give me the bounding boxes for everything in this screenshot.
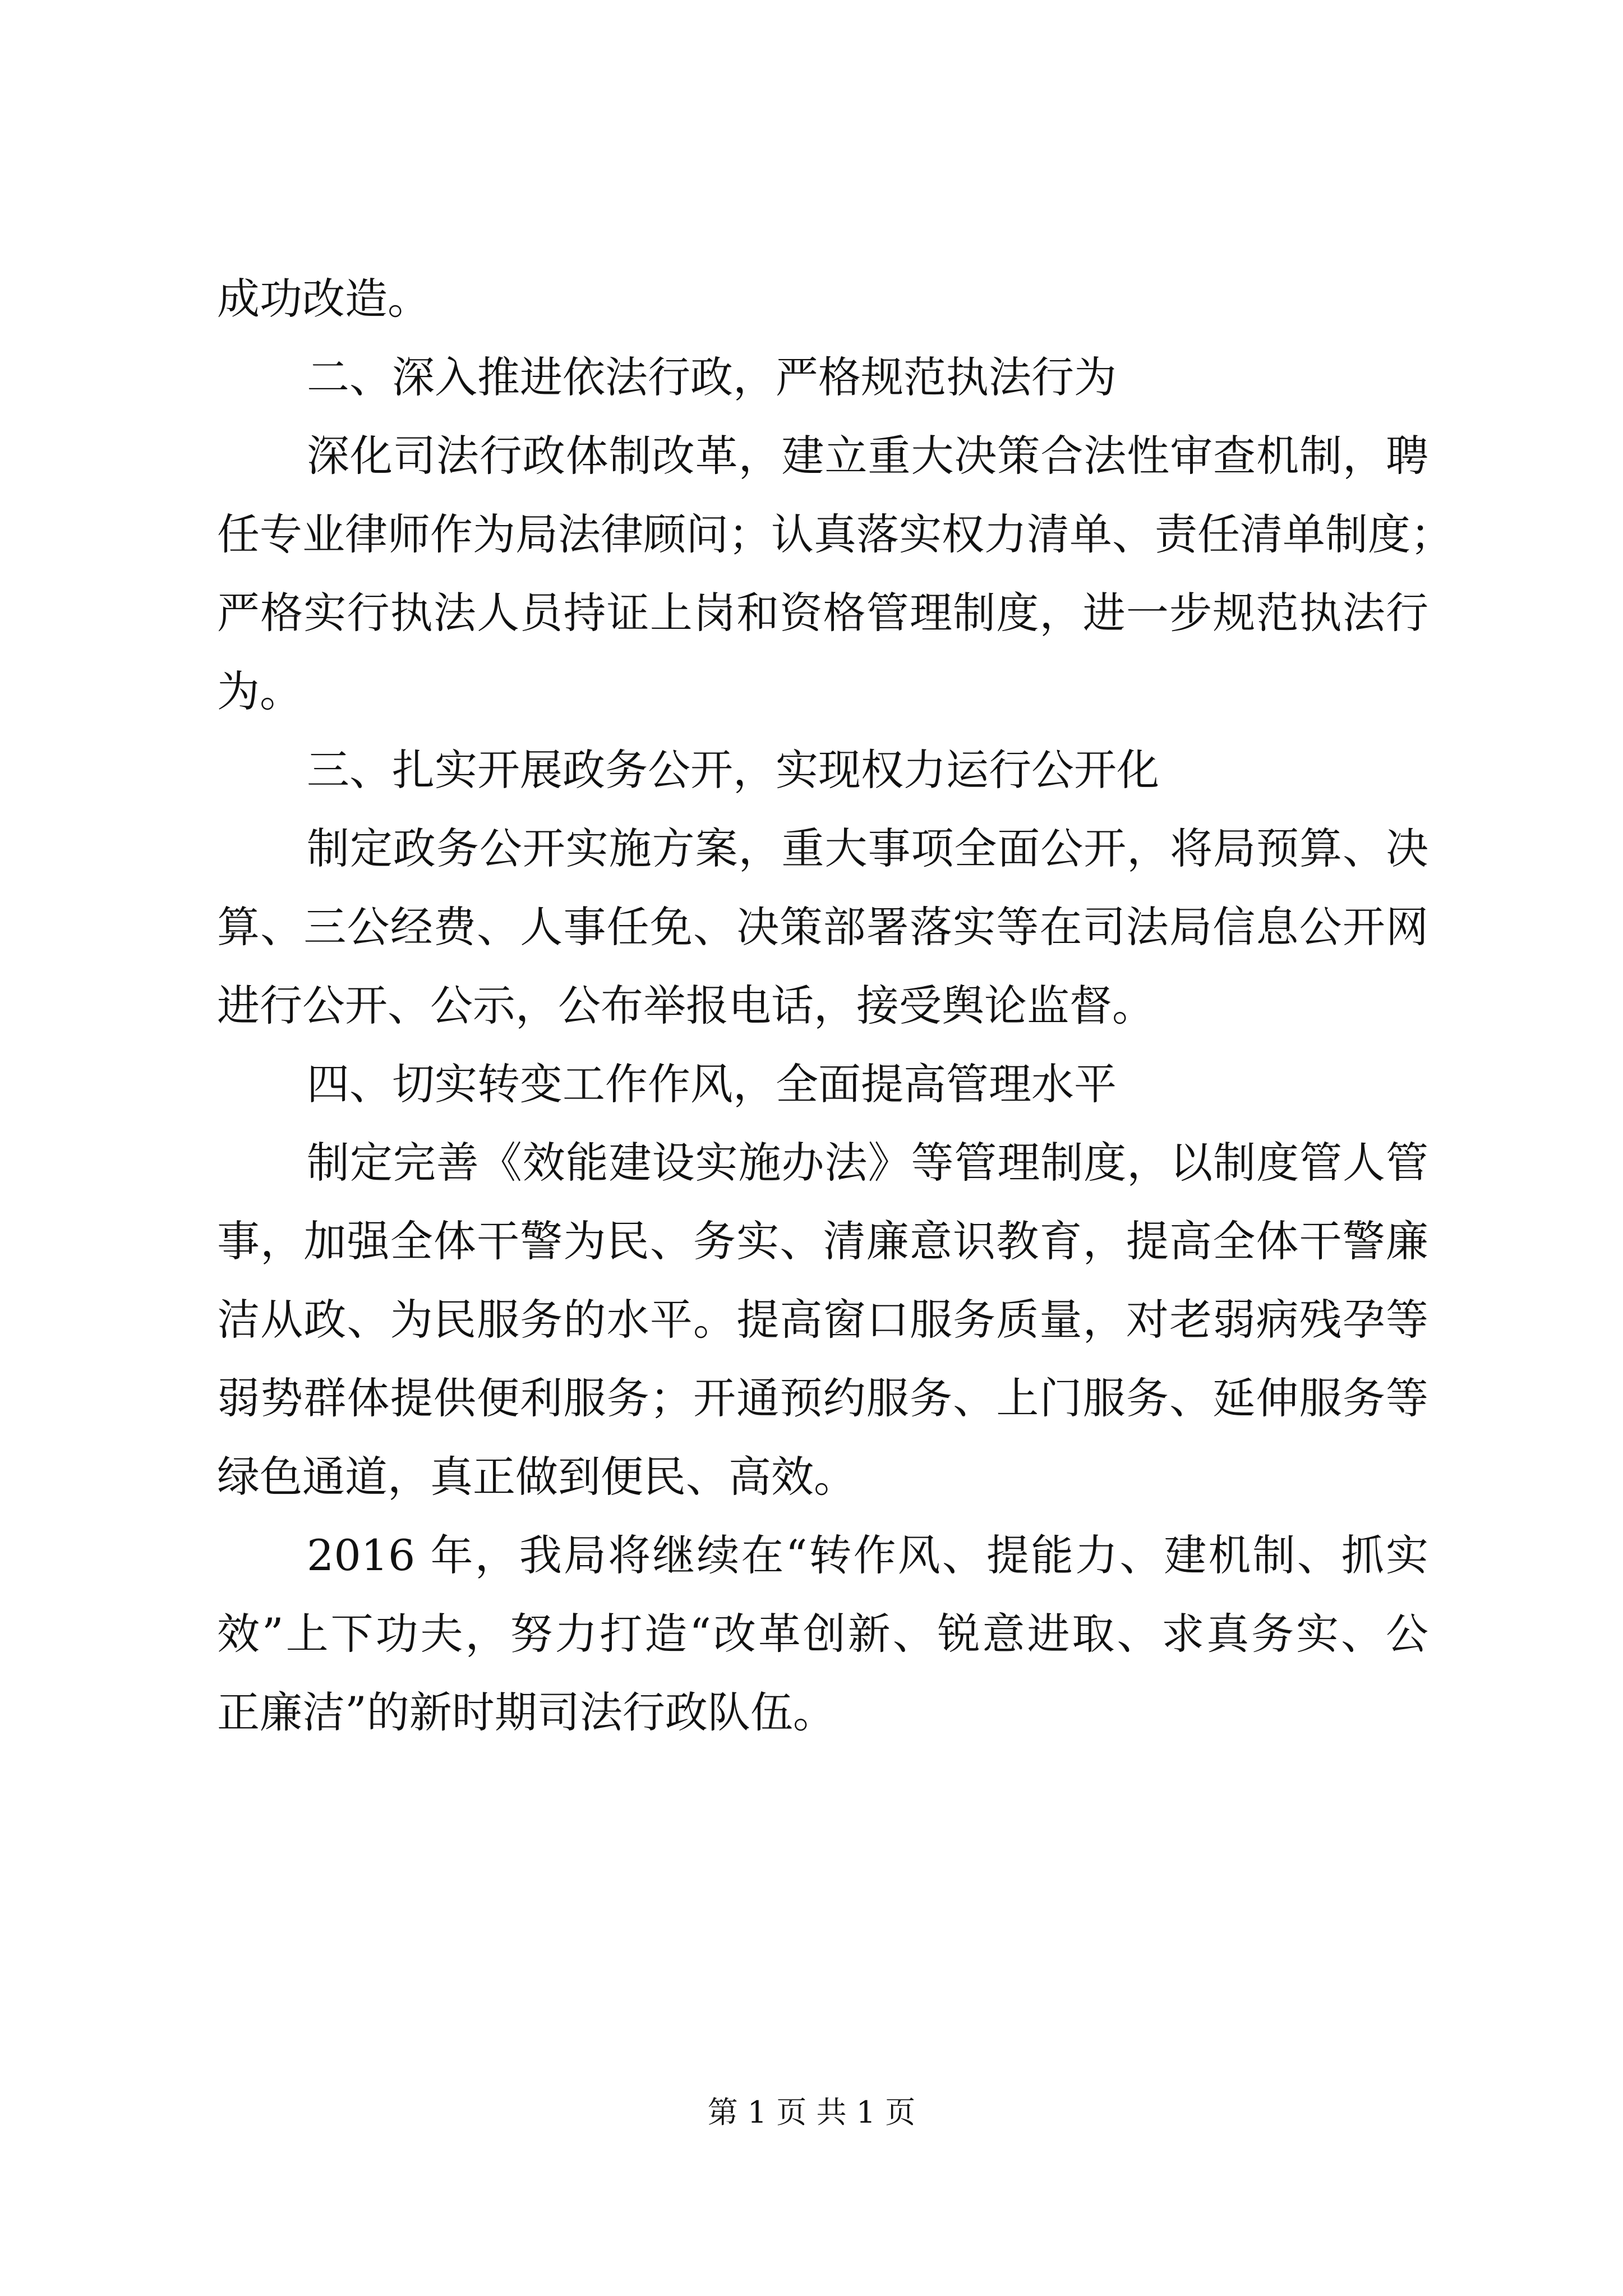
paragraph-line-6: 为。 xyxy=(217,666,302,716)
paragraph-line-8: 制定政务公开实施方案，重大事项全面公开，将局预算、决 xyxy=(307,823,1428,873)
paragraph-line-4: 任专业律师作为局法律顾问；认真落实权力清单、责任清单制度； xyxy=(217,509,1453,559)
section-heading-2: 二、深入推进依法行政，严格规范执法行为 xyxy=(307,352,1117,402)
paragraph-line-19: 正廉洁”的新时期司法行政队伍。 xyxy=(217,1687,836,1737)
paragraph-line-10: 进行公开、公示，公布举报电话，接受舆论监督。 xyxy=(217,981,1155,1030)
section-heading-4: 四、切实转变工作作风，全面提高管理水平 xyxy=(307,1059,1117,1109)
paragraph-line-12: 制定完善《效能建设实施办法》等管理制度，以制度管人管 xyxy=(307,1138,1428,1188)
paragraph-line-15: 弱势群体提供便利服务；开通预约服务、上门服务、延伸服务等 xyxy=(217,1373,1428,1423)
section-heading-3: 三、扎实开展政务公开，实现权力运行公开化 xyxy=(307,745,1159,795)
paragraph-line-1: 成功改造。 xyxy=(217,274,430,324)
paragraph-line-9: 算、三公经费、人事任免、决策部署落实等在司法局信息公开网 xyxy=(217,902,1428,952)
paragraph-line-3: 深化司法行政体制改革，建立重大决策合法性审查机制，聘 xyxy=(307,431,1428,481)
document-body xyxy=(217,260,1453,1752)
paragraph-line-18: 效”上下功夫，努力打造“改革创新、锐意进取、求真务实、公 xyxy=(217,1609,1428,1659)
paragraph-line-13: 事，加强全体干警为民、务实、清廉意识教育，提高全体干警廉 xyxy=(217,1216,1428,1266)
paragraph-line-14: 洁从政、为民服务的水平。提高窗口服务质量，对老弱病残孕等 xyxy=(217,1295,1428,1345)
paragraph-line-5: 严格实行执法人员持证上岗和资格管理制度，进一步规范执法行 xyxy=(217,588,1428,638)
paragraph-line-17: 2016 年，我局将继续在“转作风、提能力、建机制、抓实 xyxy=(307,1530,1428,1580)
page-footer: 第 1 页 共 1 页 xyxy=(707,2095,916,2130)
paragraph-line-16: 绿色通道，真正做到便民、高效。 xyxy=(217,1452,856,1502)
